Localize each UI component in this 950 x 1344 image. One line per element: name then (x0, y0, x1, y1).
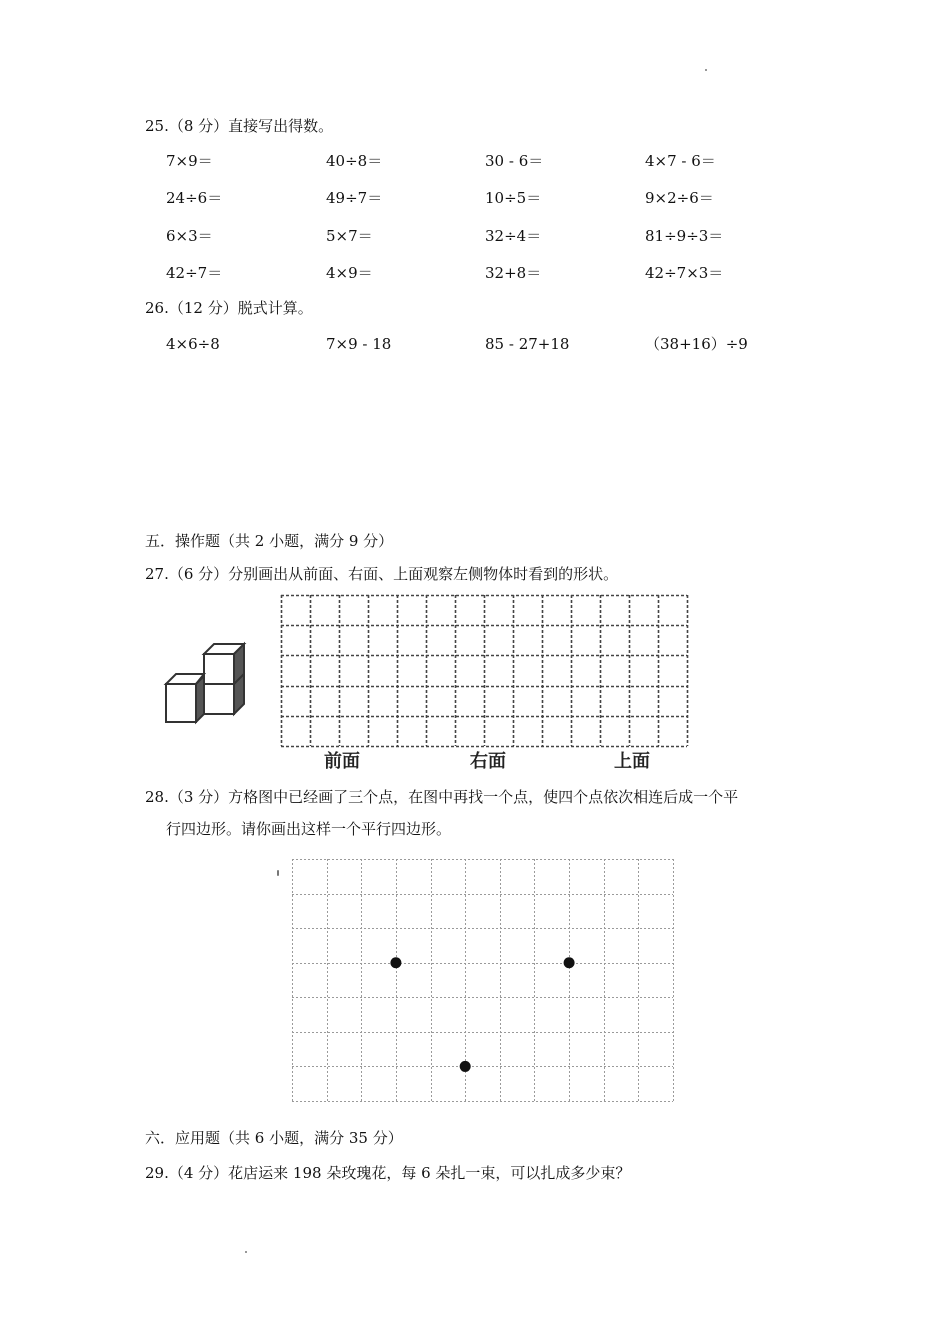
q25-expression: 9×2÷6＝ (645, 189, 714, 207)
q25-expression: 49÷7＝ (326, 189, 383, 207)
q28-text-line1: 28.（3 分）方格图中已经画了三个点，在图中再找一个点，使四个点依次相连后成一个平 (145, 788, 739, 806)
q25-expression: 4×7 - 6＝ (645, 152, 716, 170)
grid-tick-mark (277, 870, 279, 876)
section5-title: 五．操作题（共 2 小题，满分 9 分） (145, 532, 394, 550)
view-drawing-grid[interactable] (281, 595, 687, 746)
q25-expression: 10÷5＝ (485, 189, 542, 207)
q26-heading: 26.（12 分）脱式计算。 (145, 299, 313, 317)
q25-expression: 81÷9÷3＝ (645, 227, 724, 245)
q25-heading: 25.（8 分）直接写出得数。 (145, 117, 334, 135)
q25-expression: 24÷6＝ (166, 189, 223, 207)
given-point (390, 957, 401, 968)
q27-heading: 27.（6 分）分别画出从前面、右面、上面观察左侧物体时看到的形状。 (145, 565, 619, 583)
label-right-view: 右面 (470, 751, 506, 772)
given-point (460, 1061, 471, 1072)
q25-expression: 32÷4＝ (485, 227, 542, 245)
q26-item: 4×6÷8 (166, 335, 220, 353)
q25-expression: 5×7＝ (326, 227, 373, 245)
q25-expression: 42÷7×3＝ (645, 264, 724, 282)
label-front-view: 前面 (324, 751, 360, 772)
q28-text-line2: 行四边形。请你画出这样一个平行四边形。 (166, 820, 452, 838)
q25-expression: 6×3＝ (166, 227, 213, 245)
q25-expression: 40÷8＝ (326, 152, 383, 170)
q26-item: （38+16）÷9 (645, 335, 748, 353)
q25-expression: 4×9＝ (326, 264, 373, 282)
label-top-view: 上面 (614, 751, 650, 772)
q25-expression: 30 - 6＝ (485, 152, 544, 170)
section6-title: 六．应用题（共 6 小题，满分 35 分） (145, 1129, 403, 1147)
parallelogram-dot-grid[interactable] (292, 859, 673, 1101)
stacked-cubes-figure (160, 640, 255, 730)
q25-expression: 42÷7＝ (166, 264, 223, 282)
given-point (564, 957, 575, 968)
q26-item: 7×9 - 18 (326, 335, 392, 353)
q29-heading: 29.（4 分）花店运来 198 朵玫瑰花，每 6 朵扎一束，可以扎成多少束？ (145, 1164, 631, 1182)
page-speck (245, 1251, 247, 1253)
page-speck (705, 69, 707, 71)
q26-item: 85 - 27+18 (485, 335, 570, 353)
q25-expression: 32+8＝ (485, 264, 542, 282)
q25-expression: 7×9＝ (166, 152, 213, 170)
